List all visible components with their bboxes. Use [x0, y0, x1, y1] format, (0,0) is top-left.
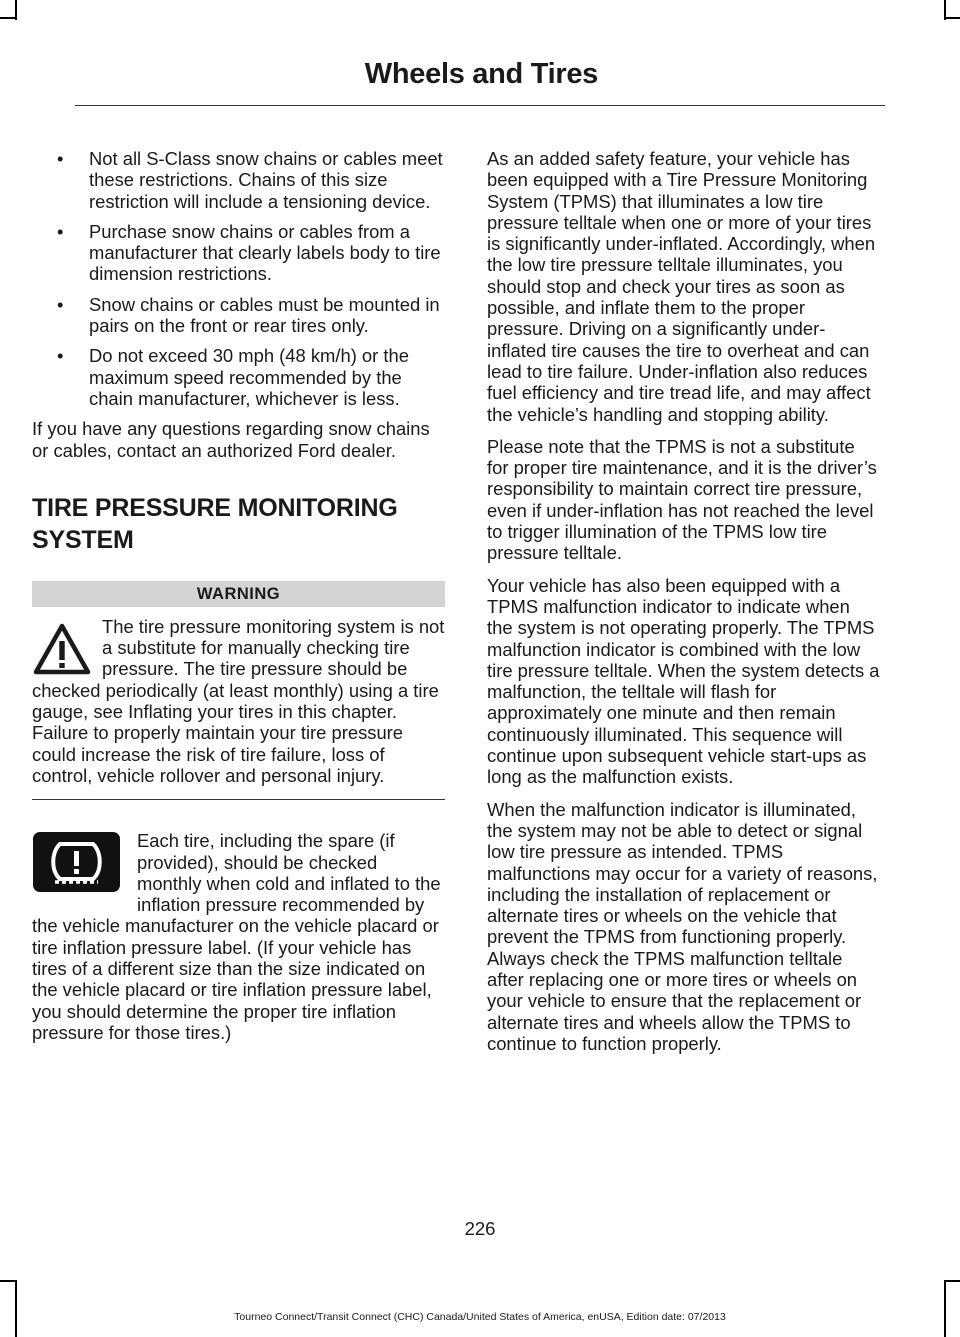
list-item [32, 294, 445, 337]
section-heading-line-1: TIRE PRESSURE MONITORING [32, 493, 398, 522]
list-item-text: Not all S-Class snow chains or cables meet these restrictions. Chains of this size restriction will include a tensioning device. [89, 148, 443, 212]
warning-block [32, 581, 445, 800]
header-rule [75, 105, 885, 106]
tpms-paragraph: Each tire, including the spare (if provided), should be checked monthly when cold and inflated to the inflation pressure recommended by the vehicle manufacturer on the vehicle placard or tire inflation pressure label. (If your vehicle has tires of a different size than the size indicated on the vehicle placard or tire inflation pressure label, you should determine the proper tire inflation pressure for those tires.) [32, 830, 441, 1043]
warning-text: The tire pressure monitoring system is not a substitute for manually checking tire pressure. The tire pressure should be checked periodically (at least monthly) using a tire gauge, see Inflating your tires in this chapter. Failure to properly maintain your tire pressure could increase the risk of tire failure, loss of control, vehicle rollover and personal injury. [32, 615, 445, 786]
crop-mark-bottom-right-vertical [944, 1280, 946, 1337]
tpms-telltale-icon [33, 832, 120, 892]
questions-paragraph: If you have any questions regarding snow chains or cables, contact an authorized Ford dealer. [32, 418, 430, 461]
list-item-text: Purchase snow chains or cables from a manufacturer that clearly labels body to tire dimension restrictions. [89, 220, 441, 285]
bullet-dot: • [57, 345, 64, 367]
left-column [32, 148, 445, 1043]
crop-mark-bottom-right-horizontal [944, 1280, 960, 1282]
warning-label: WARNING [32, 581, 445, 607]
list-item-text: Snow chains or cables must be mounted in pairs on the front or rear tires only. [89, 293, 440, 337]
snow-chain-bullet-list [32, 148, 445, 409]
page-header-title: Wheels and Tires [364, 58, 598, 90]
tpms-info-block [32, 830, 445, 1043]
crop-mark-top-right-horizontal [944, 17, 960, 19]
crop-mark-bottom-left-vertical [15, 1280, 17, 1337]
list-item-text: Do not exceed 30 mph (48 km/h) or the maximum speed recommended by the chain manufacturer, whichever is less. [89, 345, 409, 409]
tpms-malfunction-causes-paragraph: When the malfunction indicator is illuminated, the system may not be able to detect or signal low tire pressure as intended. TPMS malfunctions may occur for a variety of reasons, including the installation of replacement or alternate tires or wheels on the vehicle that prevent the TPMS from functioning properly. Always check the TPMS malfunction telltale after replacing one or more tires or wheels on your vehicle to ensure that the replacement or alternate tires and wheels allow the TPMS to continue to function properly. [487, 798, 878, 1054]
section-heading-line-2: SYSTEM [32, 525, 134, 554]
bullet-dot: • [57, 220, 64, 242]
tpms-malfunction-indicator-paragraph: Your vehicle has also been equipped with a TPMS malfunction indicator to indicate when the system is not operating properly. The TPMS malfunction indicator is combined with the low tire pressure telltale. When the system detects a malfunction, the telltale will flash for approximately one minute and then remain continuously illuminated. This sequence will continue upon subsequent vehicle start-ups as long as the malfunction exists. [487, 574, 880, 788]
crop-mark-bottom-left-horizontal [0, 1280, 17, 1282]
list-item [32, 221, 445, 285]
bullet-dot: • [57, 293, 64, 315]
crop-mark-top-left-horizontal [0, 17, 17, 19]
page-footer: Tourneo Connect/Transit Connect (CHC) Canada/United States of America, enUSA, Edition date: 07/2013 [234, 1311, 726, 1323]
tpms-feature-paragraph: As an added safety feature, your vehicle has been equipped with a Tire Pressure Monitoring System (TPMS) that illuminates a low tire pressure telltale when one or more of your tires is significantly under-inflated. Accordingly, when the low tire pressure telltale illuminates, you should stop and check your tires as soon as possible, and inflate them to the proper pressure. Driving on a significantly under-inflated tire causes the tire to overheat and can lead to tire failure. Under-inflation also reduces fuel efficiency and tire tread life, and may affect the vehicle’s handling and stopping ability. [487, 148, 876, 425]
list-item [32, 345, 445, 409]
tpms-maintenance-paragraph: Please note that the TPMS is not a substitute for proper tire maintenance, and it is the driver’s responsibility to maintain correct tire pressure, even if under-inflation has not reached the level to trigger illumination of the TPMS low tire pressure telltale. [487, 435, 877, 564]
bullet-dot: • [57, 148, 64, 169]
right-column [487, 148, 880, 1065]
page-number: 226 [464, 1218, 496, 1239]
warning-triangle-icon [32, 620, 92, 678]
section-heading [32, 492, 445, 556]
list-item [32, 148, 445, 212]
